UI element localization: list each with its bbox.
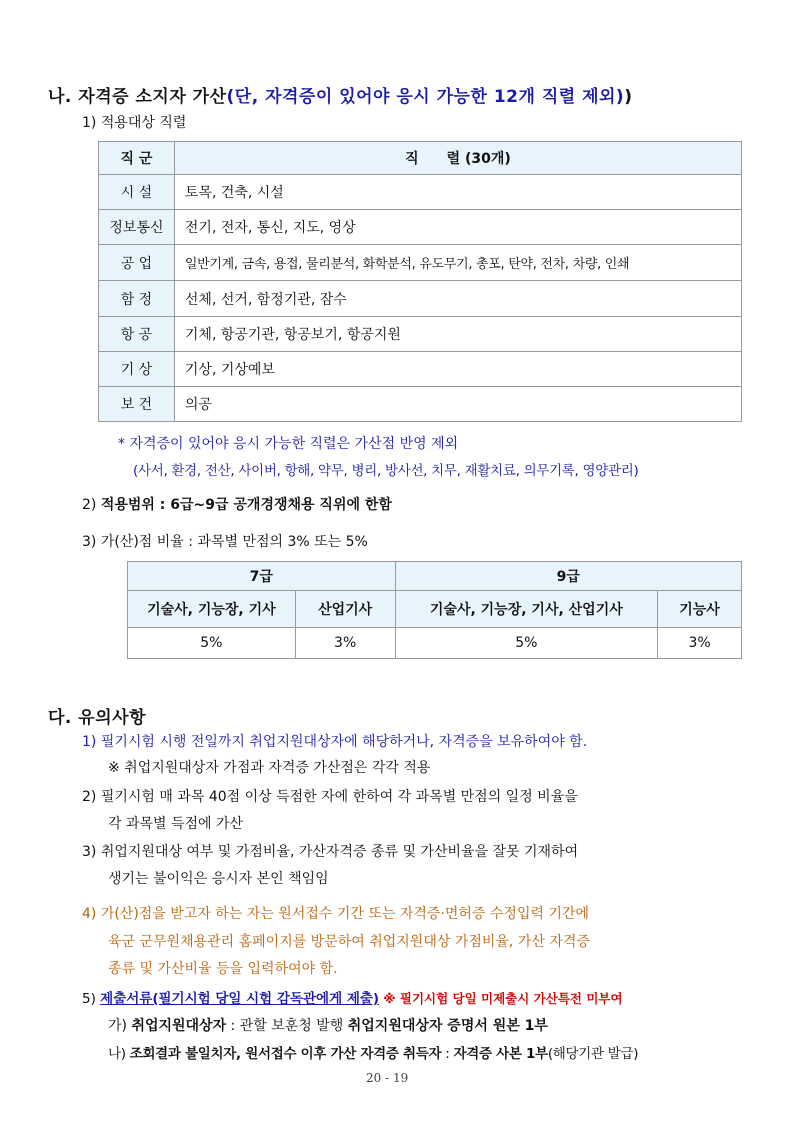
grade-9-header: 9급	[395, 562, 741, 591]
note-5b-subject: 조회결과 불일치자, 원서접수 이후 가산 자격증 취득자	[129, 1046, 442, 1062]
row-series: 전기, 전자, 통신, 지도, 영상	[174, 210, 741, 245]
subheading-2-prefix: 2)	[82, 497, 101, 513]
table-row	[99, 245, 742, 281]
note-5-prefix: 5)	[82, 991, 101, 1007]
row-group: 기 상	[99, 352, 175, 387]
exclusion-list: (사서, 환경, 전산, 사이버, 항해, 약무, 병리, 방사선, 치무, 재활치료, 의무기록, 영양관리)	[133, 463, 639, 479]
table-row	[99, 317, 742, 352]
note-1: 1) 필기시험 시행 전일까지 취업지원대상자에 해당하거나, 자격증을 보유하여야 함.	[82, 734, 588, 750]
section-title-na	[48, 82, 632, 107]
section-title-da: 다. 유의사항	[48, 708, 146, 728]
row-series: 기상, 기상예보	[174, 352, 741, 387]
note-4-line1: 4) 가(산)점을 받고자 하는 자는 원서접수 기간 또는 자격증·면허증 수정입력 기간에	[82, 906, 590, 922]
note-4-line2: 육군 군무원채용관리 홈페이지를 방문하여 취업지원대상 가점비율, 가산 자격증	[108, 934, 590, 950]
note-5a-prefix: 가)	[108, 1018, 132, 1034]
documents-link[interactable]: 제출서류(필기시험 당일 시험 감독관에게 제출)	[100, 991, 380, 1007]
note-5b	[108, 1042, 638, 1062]
col-header: 기술사, 기능장, 기사, 산업기사	[395, 591, 658, 628]
table-row	[99, 352, 742, 387]
note-3-line1: 3) 취업지원대상 여부 및 가점비율, 가산자격증 종류 및 가산비율을 잘못 기재하여	[82, 844, 579, 860]
header-series: 직 렬 (30개)	[174, 142, 741, 175]
note-5b-prefix: 나)	[108, 1046, 130, 1062]
page-number: 20 - 19	[366, 1071, 409, 1085]
row-group: 항 공	[99, 317, 175, 352]
note-5b-document: 자격증 사본 1부	[453, 1046, 548, 1062]
subheading-2-text: 적용범위 : 6급~9급 공개경쟁채용 직위에 한함	[100, 497, 392, 513]
note-5a	[108, 1015, 548, 1035]
row-group: 함 정	[99, 281, 175, 317]
exclusion-note: * 자격증이 있어야 응시 가능한 직렬은 가산점 반영 제외	[118, 436, 459, 452]
row-group: 정보통신	[99, 210, 175, 245]
row-series: 의공	[174, 387, 741, 422]
note-5-warning: ※ 필기시험 당일 미제출시 가산특전 미부여	[383, 991, 623, 1006]
note-2-line1: 2) 필기시험 매 과목 40점 이상 득점한 자에 한하여 각 과목별 만점의 일정 비율을	[82, 789, 578, 805]
subheading-2	[82, 494, 392, 514]
col-header: 기능사	[658, 591, 742, 628]
note-5a-subject: 취업지원대상자	[131, 1018, 227, 1034]
note-3-line2: 생기는 불이익은 응시자 본인 책임임	[108, 871, 329, 887]
col-header: 기술사, 기능장, 기사	[128, 591, 296, 628]
row-series: 기체, 항공기관, 항공보기, 항공지원	[174, 317, 741, 352]
series-table	[98, 141, 742, 422]
subheading-3: 3) 가(산)점 비율 : 과목별 만점의 3% 또는 5%	[82, 534, 368, 550]
table-row	[99, 210, 742, 245]
row-group: 시 설	[99, 175, 175, 210]
ratio-table-grade-row	[128, 562, 742, 591]
ratio-table-value-row	[128, 628, 742, 659]
row-series: 선체, 선거, 함정기관, 잠수	[174, 281, 741, 317]
note-5a-document: 취업지원대상자 증명서 원본 1부	[347, 1018, 548, 1034]
series-table-header	[99, 142, 742, 175]
note-5b-tail: (해당기관 발급)	[547, 1046, 639, 1062]
ratio-value: 5%	[128, 628, 296, 659]
grade-7-header: 7급	[128, 562, 396, 591]
col-header: 산업기사	[295, 591, 395, 628]
ratio-value: 5%	[395, 628, 658, 659]
header-group: 직 군	[99, 142, 175, 175]
row-series: 토목, 건축, 시설	[174, 175, 741, 210]
row-series: 일반기계, 금속, 용접, 물리분석, 화학분석, 유도무기, 총포, 탄약, 전차, 차량, 인쇄	[174, 245, 741, 281]
ratio-table-col-row	[128, 591, 742, 628]
table-row	[99, 387, 742, 422]
ratio-value: 3%	[295, 628, 395, 659]
table-row	[99, 175, 742, 210]
note-5a-mid: : 관할 보훈청 발행	[226, 1018, 348, 1034]
section-title-close: )	[624, 87, 633, 107]
note-5	[82, 987, 623, 1007]
ratio-value: 3%	[658, 628, 742, 659]
row-group: 보 건	[99, 387, 175, 422]
note-1-sub: ※ 취업지원대상자 가점과 자격증 가산점은 각각 적용	[108, 760, 431, 776]
note-4-line3: 종류 및 가산비율 등을 입력하여야 함.	[108, 961, 338, 977]
note-5b-mid: :	[441, 1046, 454, 1062]
note-2-line2: 각 과목별 득점에 가산	[108, 816, 244, 832]
subheading-1: 1) 적용대상 직렬	[82, 115, 187, 131]
row-group: 공 업	[99, 245, 175, 281]
table-row	[99, 281, 742, 317]
section-title-note: (단, 자격증이 있어야 응시 가능한 12개 직렬 제외)	[226, 87, 625, 107]
section-title-text: 나. 자격증 소지자 가산	[48, 87, 227, 107]
ratio-table	[127, 561, 742, 659]
